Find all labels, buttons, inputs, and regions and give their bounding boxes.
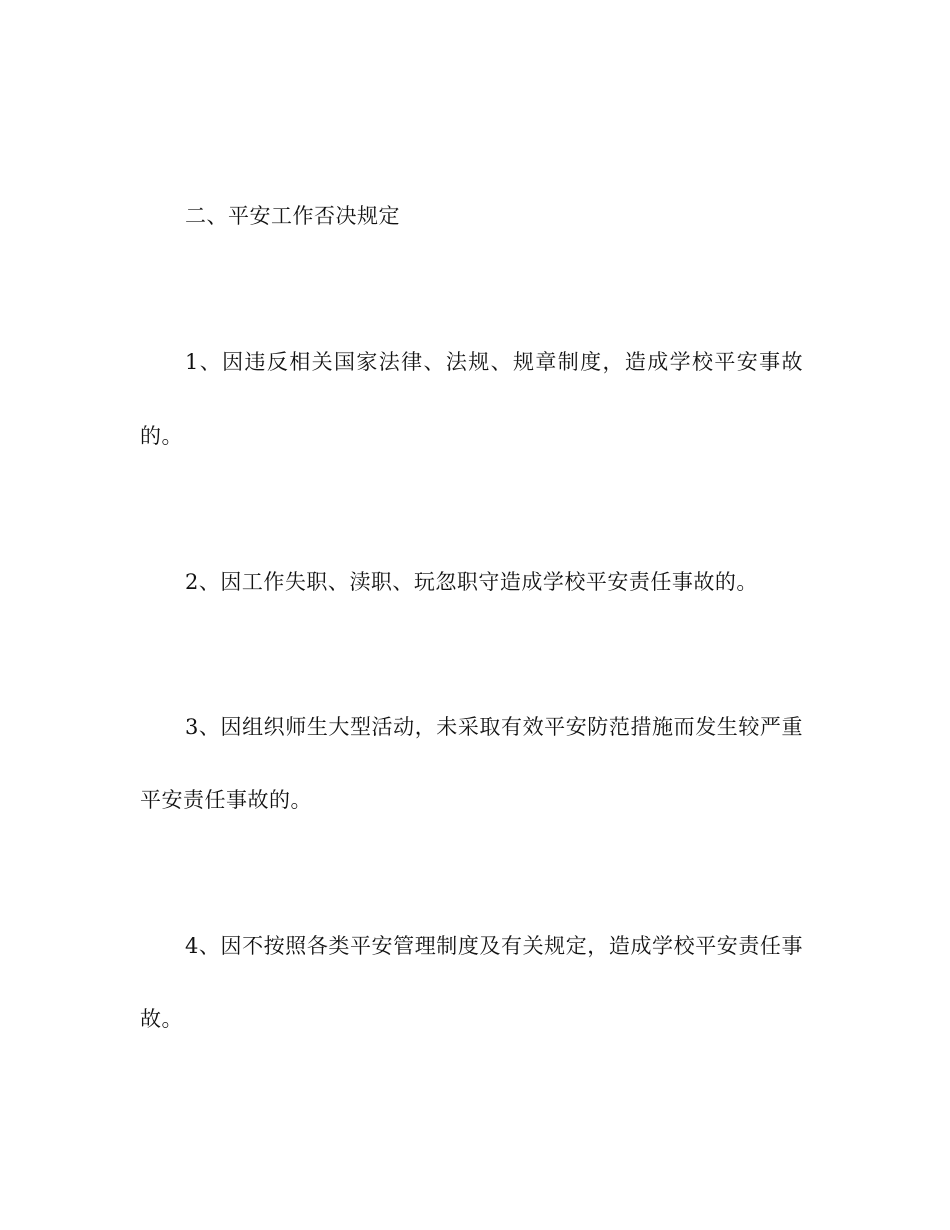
item-4-line-1: 4、因不按照各类平安管理制度及有关规定，造成学校平安责任事 [185, 934, 803, 958]
item-1-line-2: 的。 [140, 424, 183, 448]
item-1-line-1: 1、因违反相关国家法律、法规、规章制度，造成学校平安事故 [185, 350, 803, 374]
item-3-line-2: 平安责任事故的。 [140, 788, 312, 812]
item-4-line-2: 故。 [140, 1007, 183, 1031]
section-heading: 二、平安工作否决规定 [185, 204, 400, 228]
item-2-line-1: 2、因工作失职、渎职、玩忽职守造成学校平安责任事故的。 [185, 570, 758, 594]
item-3-line-1: 3、因组织师生大型活动，未采取有效平安防范措施而发生较严重 [185, 715, 803, 739]
